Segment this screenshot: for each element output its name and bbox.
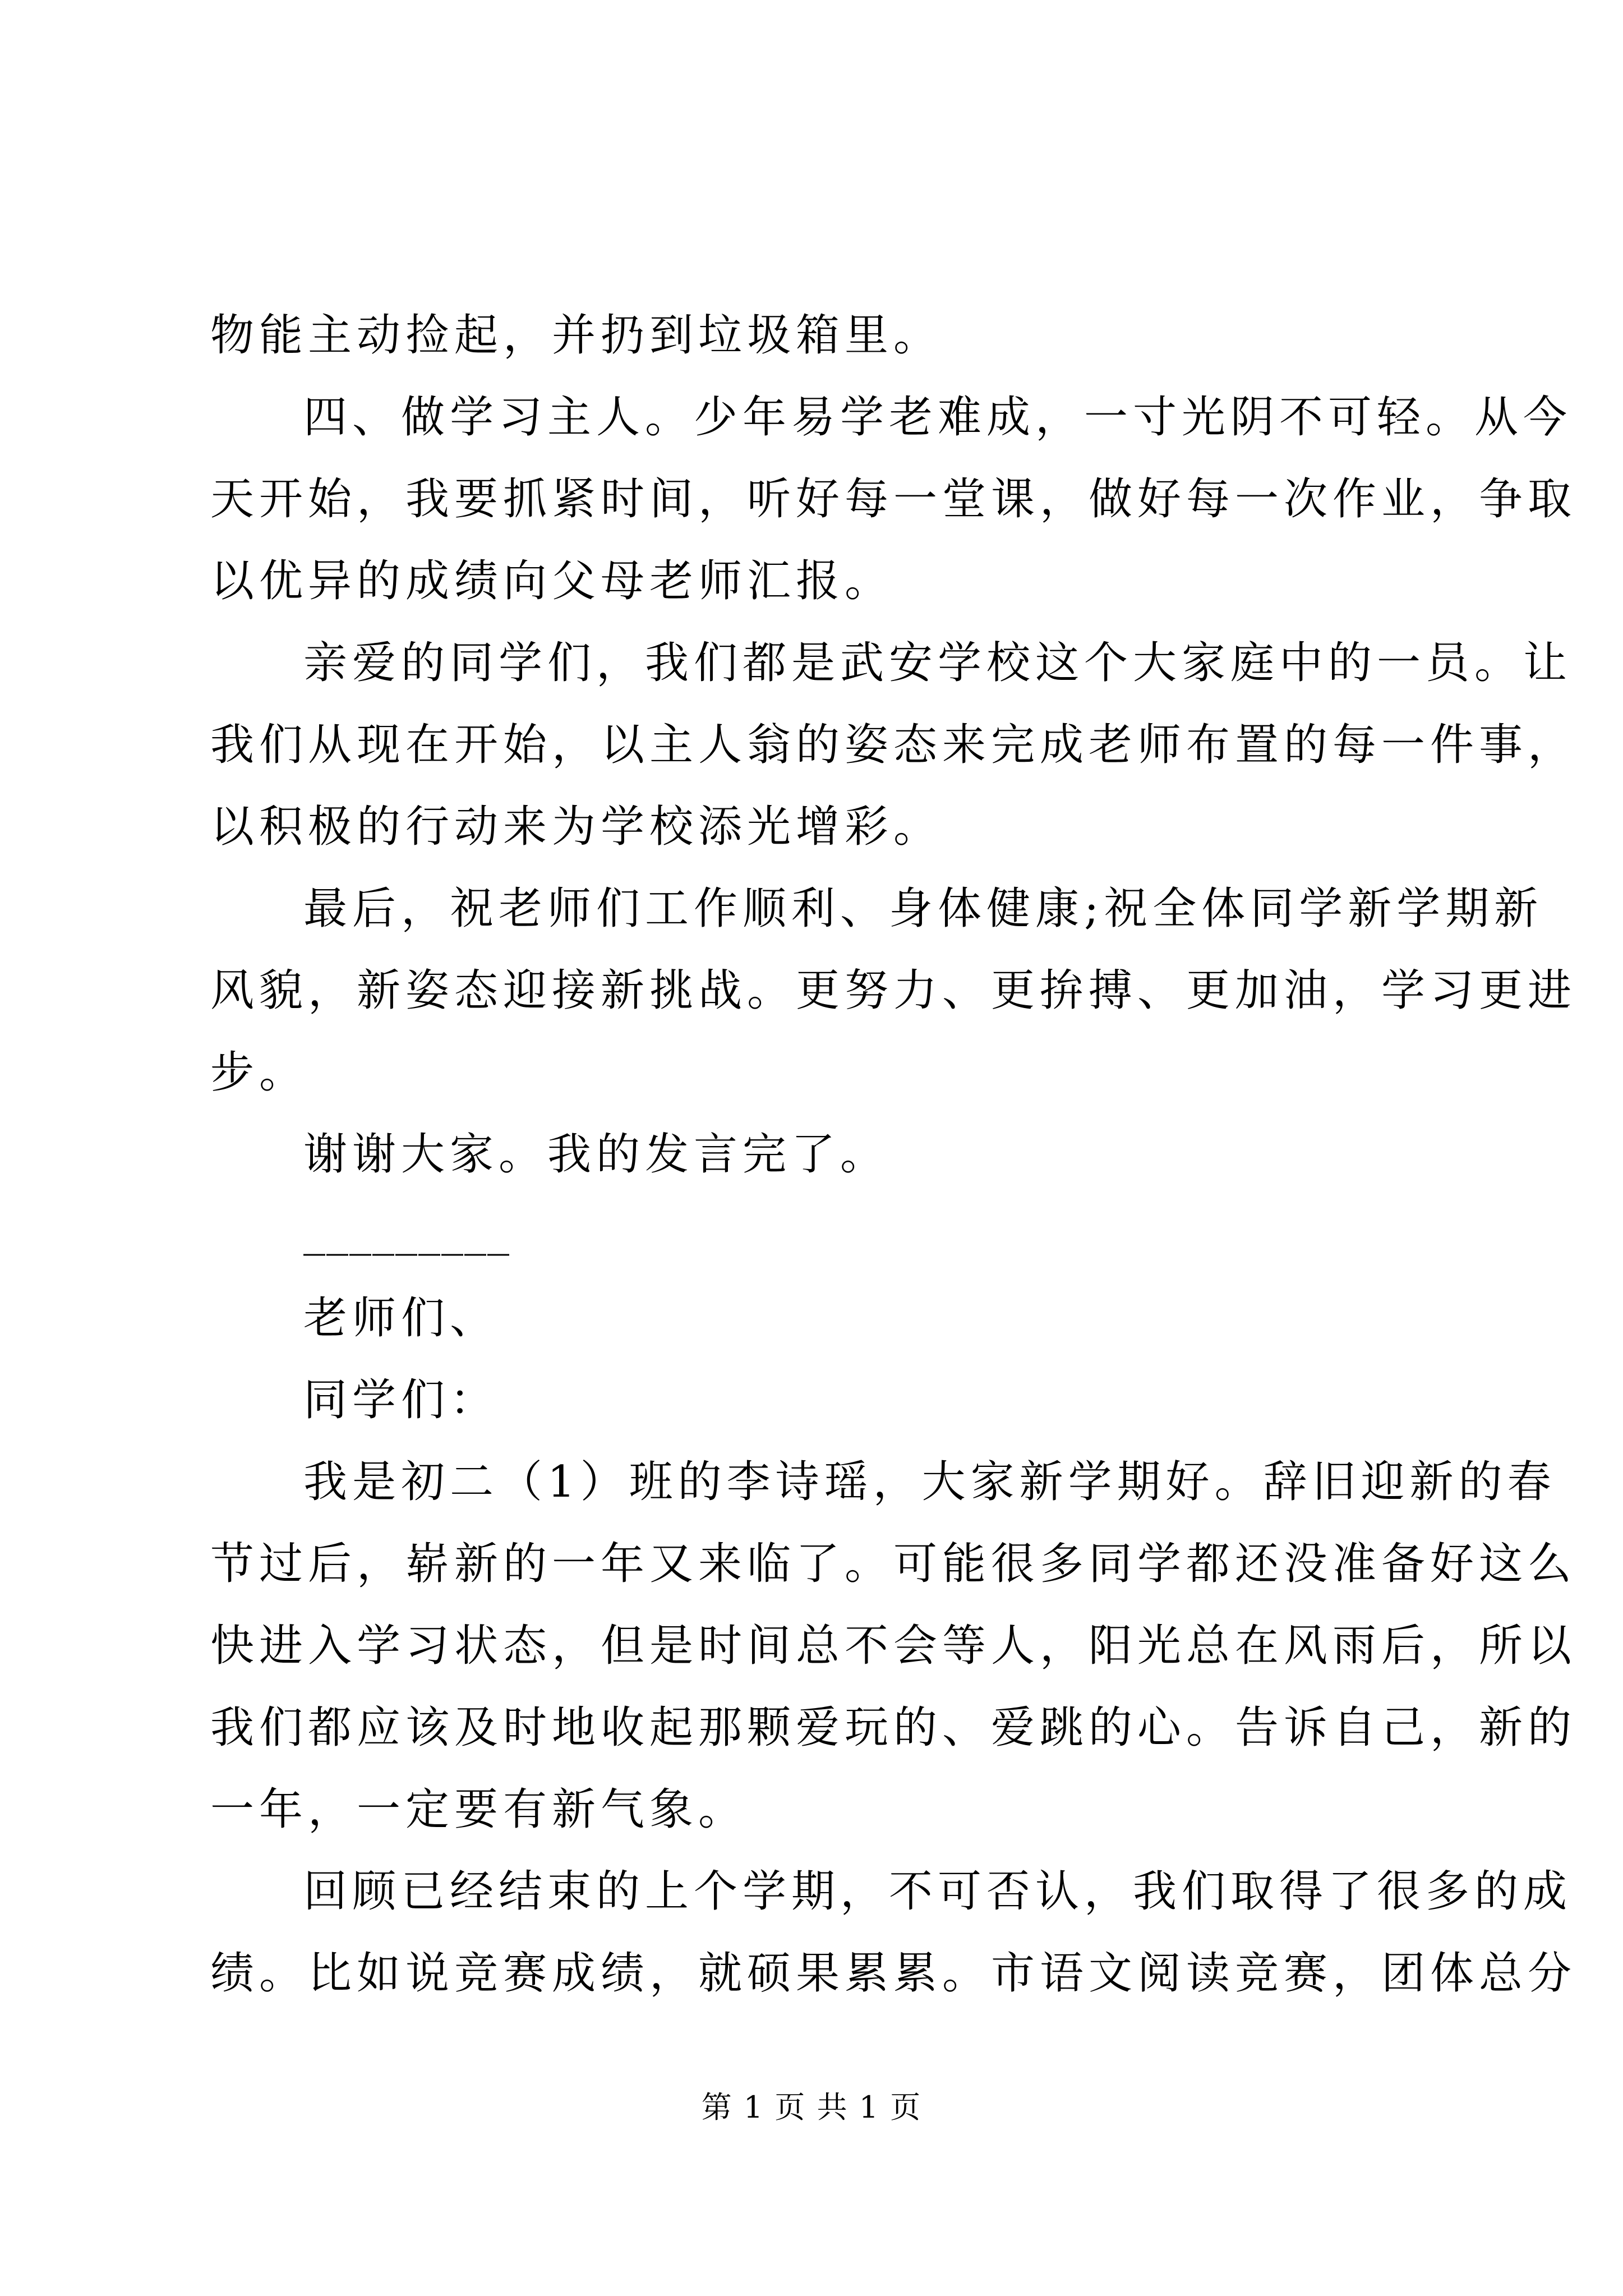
body-line: 以积极的行动来为学校添光增彩。 <box>210 802 943 852</box>
greeting-line: 老师们、 <box>303 1293 499 1343</box>
body-line: 四、做学习主人。少年易学老难成，一寸光阴不可轻。从今 <box>303 392 1573 443</box>
greeting-line: 同学们： <box>303 1375 499 1425</box>
body-line: 我们都应该及时地收起那颗爱玩的、爱跳的心。告诉自己，新的 <box>210 1703 1577 1753</box>
body-line: 绩。比如说竞赛成绩，就硕果累累。市语文阅读竞赛，团体总分 <box>210 1948 1577 1999</box>
body-line: 步。 <box>210 1047 308 1098</box>
body-line: 以优异的成绩向父母老师汇报。 <box>210 556 894 606</box>
separator-line: _________ <box>303 1205 510 1256</box>
body-line: 我们从现在开始，以主人翁的姿态来完成老师布置的每一件事， <box>210 720 1577 770</box>
body-line: 最后，祝老师们工作顺利、身体健康;祝全体同学新学期新 <box>303 884 1543 934</box>
page-footer: 第 1 页 共 1 页 <box>701 2090 922 2125</box>
body-line: 谢谢大家。我的发言完了。 <box>303 1129 889 1180</box>
body-line: 亲爱的同学们，我们都是武安学校这个大家庭中的一员。让 <box>303 638 1573 688</box>
body-line: 风貌，新姿态迎接新挑战。更努力、更拚搏、更加油，学习更进 <box>210 965 1577 1016</box>
body-line: 快进入学习状态，但是时间总不会等人，阳光总在风雨后，所以 <box>210 1621 1577 1671</box>
body-line: 物能主动捡起，并扔到垃圾箱里。 <box>210 310 943 361</box>
body-line: 节过后，崭新的一年又来临了。可能很多同学都还没准备好这么 <box>210 1539 1577 1589</box>
body-line: 我是初二（1）班的李诗瑶，大家新学期好。辞旧迎新的春 <box>303 1457 1556 1507</box>
body-line: 回顾已经结束的上个学期，不可否认，我们取得了很多的成 <box>303 1866 1573 1917</box>
body-line: 天开始，我要抓紧时间，听好每一堂课，做好每一次作业，争取 <box>210 474 1577 524</box>
body-line: 一年，一定要有新气象。 <box>210 1784 748 1835</box>
